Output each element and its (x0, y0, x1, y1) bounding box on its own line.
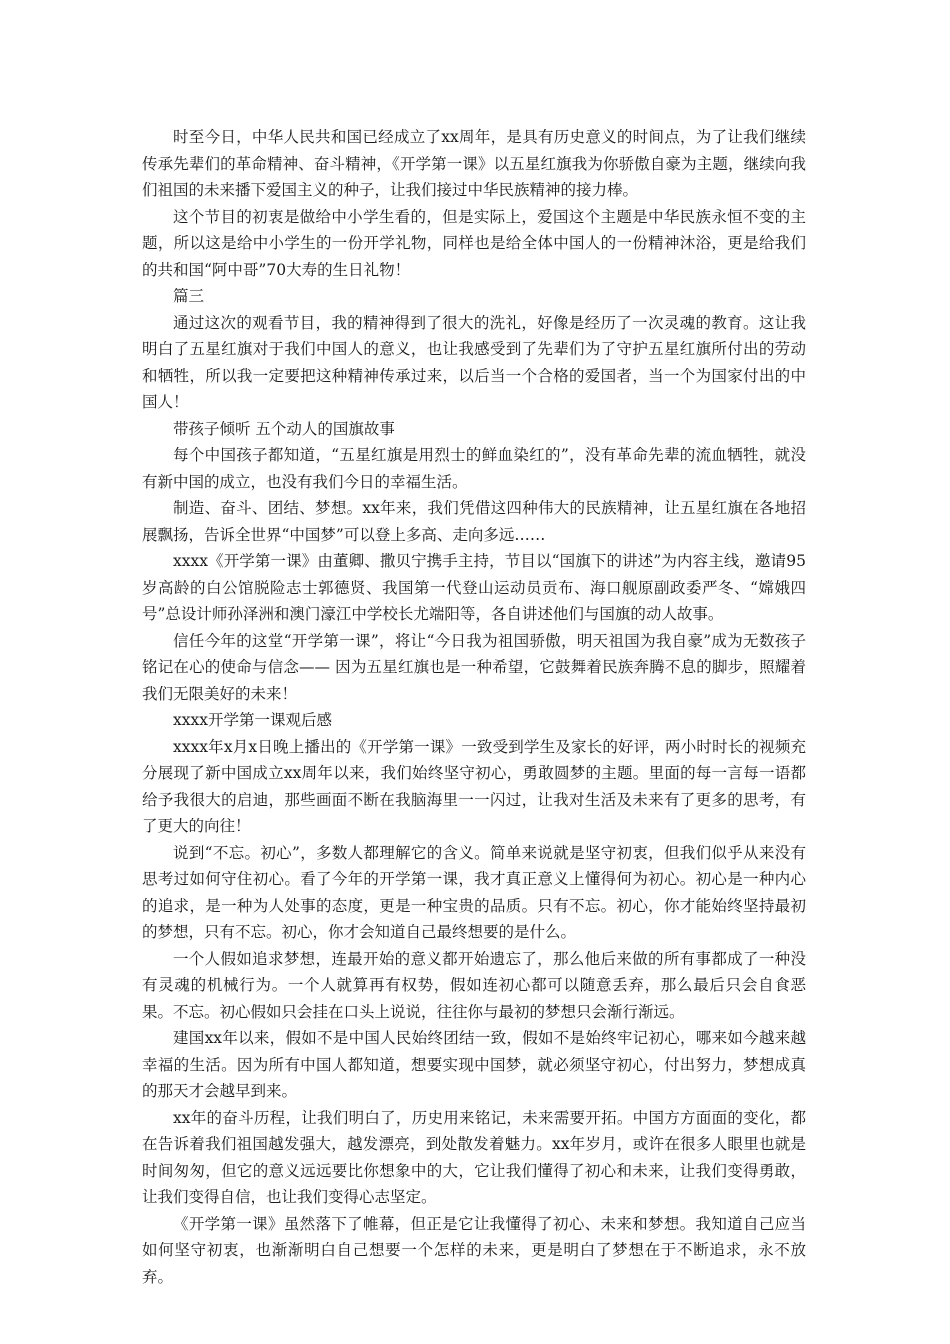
paragraph-viewing-reflection: 通过这次的观看节目，我的精神得到了很大的洗礼，好像是经历了一次灵魂的教育。这让我明白了五星红旗对于我们中国人的意义，也让我感受到了先辈们为了守护五星红旗所付出的劳动和牺牲，所以我一定要把这种精神传承过来，以后当一个合格的爱国者，当一个为国家付出的中国人！ (142, 313, 806, 411)
paragraph-struggle-history: xx年的奋斗历程，让我们明白了，历史用来铭记，未来需要开拓。中国方方面面的变化，都在告诉着我们祖国越发强大，越发漂亮，到处散发着魅力。xx年岁月，或许在很多人眼里也就是时间匆匆，但它的意义远远要比你想象中的大，它让我们懂得了初心和未来，让我们变得勇敢，让我们变得自信，也让我们变得心志坚定。 (142, 1108, 806, 1206)
paragraph-pursuing-dreams: 一个人假如追求梦想，连最开始的意义都开始遗忘了，那么他后来做的所有事都成了一种没有灵魂的机械行为。一个人就算再有权势，假如连初心都可以随意丢弃，那么最后只会自食恶果。不忘。初心假如只会挂在口头上说说，往往你与最初的梦想只会渐行渐远。 (142, 949, 806, 1021)
paragraph-program-purpose: 这个节目的初衷是做给中小学生看的，但是实际上，爱国这个主题是中华民族永恒不变的主题，所以这是给中小学生的一份开学礼物，同样也是给全体中国人的一份精神沐浴，更是给我们的共和国“阿中哥”70大寿的生日礼物！ (142, 207, 806, 279)
section-heading-review: xxxx开学第一课观后感 (173, 711, 332, 729)
section-heading-flag-stories: 带孩子倾听 五个动人的国旗故事 (173, 419, 395, 438)
paragraph-red-flag-meaning: 每个中国孩子都知道，“五星红旗是用烈士的鲜血染红的”，没有革命先辈的流血牺牲，就没有新中国的成立，也没有我们今日的幸福生活。 (142, 446, 806, 491)
paragraph-national-spirit: 制造、奋斗、团结、梦想。xx年来，我们凭借这四种伟大的民族精神，让五星红旗在各地招展飘扬，告诉全世界“中国梦”可以登上多高、走向多远…… (142, 499, 806, 544)
paragraph-original-aspiration: 说到“不忘。初心”，多数人都理解它的含义。简单来说就是坚守初衷，但我们似乎从来没有思考过如何守住初心。看了今年的开学第一课，我才真正意义上懂得何为初心。初心是一种内心的追求，是一种为人处事的态度，更是一种宝贵的品质。只有不忘。初心，你才能始终坚持最初的梦想，只有不忘。初心，你才会知道自己最终想要的是什么。 (142, 843, 806, 941)
document-page (142, 124, 806, 1290)
paragraph-intro-anniversary: 时至今日，中华人民共和国已经成立了xx周年，是具有历史意义的时间点，为了让我们继续传承先辈们的革命精神、奋斗精神，《开学第一课》以五星红旗我为你骄傲自豪为主题，继续向我们祖国的未来播下爱国主义的种子，让我们接过中华民族精神的接力棒。 (142, 128, 806, 199)
paragraph-unity-happiness: 建国xx年以来，假如不是中国人民始终团结一致，假如不是始终牢记初心，哪来如今越来越幸福的生活。因为所有中国人都知道，想要实现中国梦，就必须坚守初心，付出努力，梦想成真的那天才会越早到来。 (142, 1029, 806, 1100)
paragraph-program-hosts: xxxx《开学第一课》由董卿、撒贝宁携手主持，节目以“国旗下的讲述”为内容主线，邀请95岁高龄的白公馆脱险志士郭德贤、我国第一代登山运动员贡布、海口舰原副政委严冬、“嫦娥四号”总设计师孙泽洲和澳门濠江中学校长尤端阳等，各自讲述他们与国旗的动人故事。 (142, 552, 806, 623)
paragraph-mission-belief: 信任今年的这堂“开学第一课”，将让“今日我为祖国骄傲，明天祖国为我自豪”成为无数孩子铭记在心的使命与信念—— 因为五星红旗也是一种希望，它鼓舞着民族奔腾不息的脚步，照耀着我们无限美好的未来！ (142, 631, 806, 703)
paragraph-closing: 《开学第一课》虽然落下了帷幕，但正是它让我懂得了初心、未来和梦想。我知道自己应当如何坚守初衷，也渐渐明白自己想要一个怎样的未来，更是明白了梦想在于不断追求，永不放弃。 (142, 1214, 806, 1286)
paragraph-broadcast-review: xxxx年x月x日晚上播出的《开学第一课》一致受到学生及家长的好评，两小时时长的视频充分展现了新中国成立xx周年以来，我们始终坚守初心，勇敢圆梦的主题。里面的每一言每一语都给予我很大的启迪，那些画面不断在我脑海里一一闪过，让我对生活及未来有了更多的思考，有了更大的向往！ (142, 737, 806, 835)
section-heading-part-three: 篇三 (173, 287, 205, 305)
